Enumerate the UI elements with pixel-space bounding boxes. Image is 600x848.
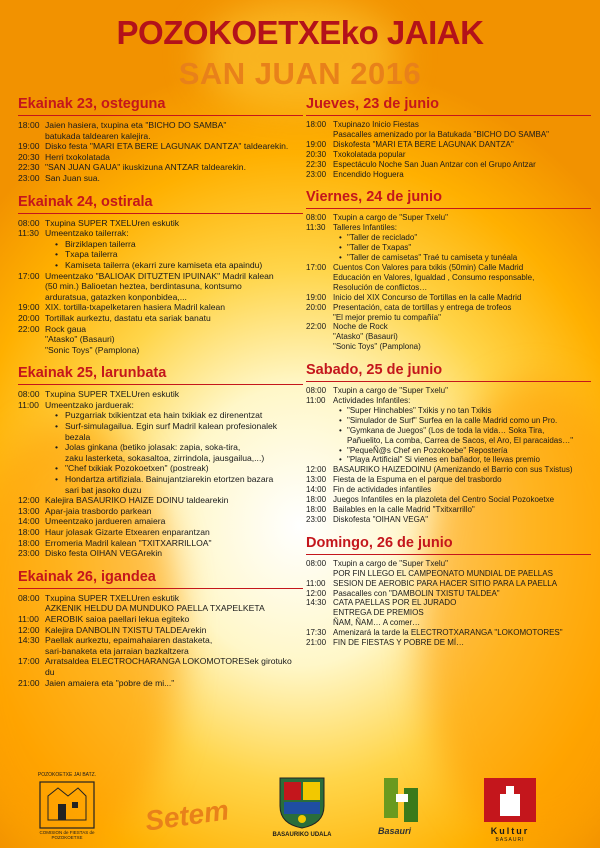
program-row [18, 474, 303, 485]
event-time: 11:00 [306, 578, 326, 588]
event-time: 12:00 [306, 588, 327, 598]
event-description: • "Playa Artificial" Si vienes en bañador, te llevas premio [333, 455, 591, 465]
event-description: Paellak aurkeztu, epaimahaiaren dastaketa, [45, 635, 213, 646]
program-row [18, 120, 303, 131]
event-time [18, 131, 45, 142]
day-heading: Ekainak 23, osteguna [18, 96, 303, 116]
event-description: • "Taller de reciclado" [333, 233, 591, 243]
event-time: 23:00 [18, 548, 40, 559]
event-time [306, 243, 333, 253]
event-description: arduratsua, gatazken konponbidea,... [45, 291, 187, 302]
day-heading: Viernes, 24 de junio [306, 189, 591, 209]
program-row [306, 589, 591, 599]
program-row [18, 678, 303, 689]
event-time: 12:00 [18, 495, 40, 506]
event-description: CATA PAELLAS POR EL JURADO [333, 598, 457, 608]
event-description: Bailables en la calle Madrid "Txitxarrillo" [333, 505, 475, 514]
program-row [18, 548, 303, 559]
program-row [306, 303, 591, 313]
program-row [18, 141, 303, 152]
program-row [306, 608, 591, 618]
event-time: 17:00 [18, 270, 40, 281]
program-row [306, 426, 591, 436]
basauri-text: Basauri [378, 826, 412, 836]
event-description: Txupina SUPER TXELUren eskutik [45, 592, 180, 603]
event-time: 08:00 [306, 213, 327, 223]
event-time: 23:00 [306, 169, 327, 179]
event-time: 18:00 [306, 120, 327, 129]
event-time: 19:00 [306, 139, 327, 149]
event-description: AEROBIK saioa paellari lekua egiteko [45, 613, 190, 624]
event-time: 21:00 [18, 677, 40, 688]
program-row [306, 160, 591, 170]
event-description: "SAN JUAN GAUA" ikuskizuna ANTZAR taldearekin. [45, 162, 246, 173]
event-time: 17:00 [306, 262, 327, 272]
event-description: zaku lasterketa, sokasaltoa, zirrindola, jausgailua,...) [65, 452, 265, 463]
event-description: ÑAM, ÑAM… A comer… [333, 618, 421, 628]
event-description: Tortillak aurkeztu, dastatu eta sariak banatu [45, 312, 211, 323]
event-description: Encendido Hoguera [333, 169, 404, 179]
program-row [18, 506, 303, 517]
comision-top-text: POZOKOETXE JAI BATZ. [37, 772, 97, 778]
event-description: "Atasko" (Basauri) [333, 332, 398, 342]
basque-program-column [18, 96, 303, 698]
event-time [306, 342, 333, 352]
event-description: Talleres Infantiles: [333, 223, 398, 233]
event-time [306, 608, 333, 618]
day-heading: Ekainak 24, ostirala [18, 194, 303, 214]
event-time [18, 281, 45, 292]
event-description: Inicio del XIX Concurso de Tortillas en la calle Madrid [333, 292, 522, 302]
event-time [306, 283, 333, 293]
event-time [306, 332, 333, 342]
event-time [18, 646, 45, 657]
event-time: 11:30 [18, 228, 39, 239]
program-row [306, 223, 591, 233]
event-time: 11:00 [306, 396, 326, 406]
event-description: Pasacalles con "DAMBOLIN TXISTU TALDEA" [333, 588, 500, 598]
event-time [18, 485, 45, 496]
program-day-section [306, 535, 591, 648]
event-time [306, 406, 333, 416]
event-time [18, 453, 45, 464]
program-row [18, 421, 303, 442]
program-row [306, 465, 591, 475]
event-description: • "Super Hinchables" Txikis y no tan Txikis [333, 406, 591, 416]
event-time: 08:00 [18, 217, 40, 228]
program-row [306, 598, 591, 608]
event-description: Kalejira BASAURIKO HAIZE DOINU taldearekin [45, 495, 229, 506]
program-day-section [18, 96, 303, 184]
program-row [306, 243, 591, 253]
program-row [306, 342, 591, 352]
basauriko-udala-text: BASAURIKO UDALA [272, 832, 332, 838]
event-time [306, 416, 333, 426]
event-description: • "Simulador de Surf" Surfea en la calle Madrid como un Pro. [333, 416, 591, 426]
program-row [18, 410, 303, 421]
event-time [18, 410, 45, 421]
event-description: • "Gymkana de Juegos" (Los de toda la vida… Soka Tira, [333, 426, 591, 436]
event-time: 13:00 [306, 475, 327, 485]
event-time [18, 421, 45, 442]
event-description: Rock gaua [45, 323, 87, 334]
event-time [18, 603, 45, 614]
program-row [306, 273, 591, 283]
program-row [306, 495, 591, 505]
event-description: ENTREGA DE PREMIOS [333, 608, 424, 618]
program-row [306, 293, 591, 303]
event-time: 22:00 [18, 323, 40, 334]
program-row [18, 603, 303, 614]
day-heading: Sabado, 25 de junio [306, 362, 591, 382]
comision-fiestas-logo [34, 772, 100, 842]
program-row [306, 263, 591, 273]
event-description: XIX. tortilla-txapelketaren hasiera Madril kalean [45, 302, 226, 313]
event-time: 22:30 [18, 162, 40, 173]
program-row [18, 442, 303, 453]
event-time [306, 253, 333, 263]
event-time [18, 345, 45, 356]
event-time: 11:30 [306, 223, 326, 233]
event-time [306, 455, 333, 465]
program-row [18, 313, 303, 324]
program-row [306, 628, 591, 638]
event-time [306, 426, 333, 436]
program-row [18, 292, 303, 303]
program-row [306, 579, 591, 589]
event-time: 20:00 [306, 302, 327, 312]
event-description: • Birziklapen tailerra [45, 239, 303, 250]
program-row [306, 485, 591, 495]
event-description: Actividades Infantiles: [333, 396, 411, 406]
program-row [18, 389, 303, 400]
program-row [18, 271, 303, 282]
event-description: "Sonic Toys" (Pamplona) [45, 344, 140, 355]
event-time: 12:00 [306, 465, 327, 475]
program-row [306, 505, 591, 515]
event-description: Txupina SUPER TXELUren eskutik [45, 217, 180, 228]
event-time: 08:00 [306, 386, 327, 396]
program-row [18, 656, 303, 677]
event-time [18, 474, 45, 485]
program-row [18, 239, 303, 250]
event-description: • Puzgarriak txikientzat eta hain txikiak ez direnentzat [45, 410, 303, 421]
event-time: 14:00 [306, 485, 327, 495]
event-time [306, 313, 333, 323]
program-row [18, 527, 303, 538]
event-time [306, 233, 333, 243]
poster-subtitle: SAN JUAN 2016 [178, 56, 422, 91]
program-day-section [18, 569, 303, 688]
event-description: Educación en Valores, Igualdad , Consumo responsable, [333, 272, 535, 282]
event-time [18, 334, 45, 345]
event-description: • "Chef txikiak Pozokoetxen" (postreak) [45, 463, 303, 474]
event-description: • "Taller de camisetas" Traé tu camiseta y tunéala [333, 253, 591, 263]
program-row [306, 213, 591, 223]
event-description: Umeentzako "BALIOAK DITUZTEN IPUINAK" Madril kalean [45, 270, 274, 281]
event-time: 20:30 [18, 151, 40, 162]
program-row [306, 150, 591, 160]
event-description: Amenizará la tarde la ELECTROTXARANGA "LOKOMOTORES" [333, 628, 563, 638]
event-description: Fin de actividades infantiles [333, 485, 432, 495]
setem-logo: Setem [143, 794, 231, 837]
kultur-basauri-logo [480, 776, 540, 846]
program-row [18, 218, 303, 229]
program-row [306, 283, 591, 293]
event-description: Apar-jaia trasbordo parkean [45, 505, 152, 516]
event-description: San Juan sua. [45, 172, 100, 183]
event-time [306, 618, 333, 628]
program-row [306, 406, 591, 416]
event-description: batukada taldearen kalejira. [45, 130, 151, 141]
program-row [306, 559, 591, 569]
event-time: 19:00 [18, 302, 40, 313]
basauri-coat-of-arms [272, 772, 332, 846]
event-description: BASAURIKO HAIZEDOINU (Amenizando el Barrio con sus Txistus) [333, 465, 573, 475]
event-time: 19:00 [18, 141, 40, 152]
event-description: Arratsaldea ELECTROCHARANGA LOKOMOTORESek girotuko du [45, 656, 292, 677]
event-time: 18:00 [306, 495, 327, 505]
event-time: 22:00 [306, 322, 327, 332]
event-description: Juegos Infantiles en la plazoleta del Centro Social Pozokoetxe [333, 495, 555, 505]
program-row [306, 416, 591, 426]
event-description: Txupin a cargo de "Super Txelu" [333, 213, 448, 223]
event-time: 14:30 [306, 598, 327, 608]
event-description: Presentación, cata de tortillas y entrega de trofeos [333, 302, 512, 312]
event-time [18, 292, 45, 303]
event-description: "Atasko" (Basauri) [45, 334, 115, 345]
program-row [18, 324, 303, 335]
event-description: Diskofesta "MARI ETA BERE LAGUNAK DANTZA" [333, 139, 514, 149]
program-row [306, 332, 591, 342]
program-row [306, 322, 591, 332]
event-description: Fiesta de la Espuma en el parque del trasbordo [333, 475, 502, 485]
program-row [18, 152, 303, 163]
program-row [306, 569, 591, 579]
program-row [306, 475, 591, 485]
program-day-section [306, 362, 591, 525]
program-row [18, 228, 303, 239]
event-description: FIN DE FIESTAS Y POBRE DE MÍ… [333, 638, 465, 648]
event-description: Espectáculo Noche San Juan Antzar con el Grupo Antzar [333, 159, 536, 169]
event-time: 12:00 [18, 624, 40, 635]
event-time: 17:30 [306, 628, 327, 638]
event-description: • Hondartza artifiziala. Bainujantziarekin etortzen bazara [45, 474, 303, 485]
event-description: Haur jolasak Gizarte Etxearen enparantzan [45, 527, 210, 537]
event-description: Umeentzako jarduerak: [45, 399, 134, 410]
program-day-section [306, 96, 591, 179]
event-description: • Jolas ginkana (betiko jolasak: zapia, soka-tira, [45, 442, 303, 453]
event-time: 08:00 [306, 558, 327, 568]
program-day-section [18, 194, 303, 356]
basauri-logo [378, 774, 438, 844]
event-time: 20:30 [306, 149, 327, 159]
event-description: sari-banaketa eta jarraian bazkaltzera [45, 645, 189, 656]
event-description: Txupinazo Inicio Fiestas [333, 120, 419, 129]
program-row [306, 233, 591, 243]
event-description: • "PequeÑ@s Chef en Pozokoebe" Repostería [333, 446, 591, 456]
event-description: Herri txokolatada [45, 151, 110, 162]
program-row [18, 162, 303, 173]
event-description: Pañuelito, La comba, Carrea de Sacos, el Aro, El paracaidas…" [347, 435, 574, 445]
event-description: Cuentos Con Valores para txikis (50min) Calle Madrid [333, 262, 524, 272]
program-row [306, 446, 591, 456]
program-row [306, 455, 591, 465]
event-time: 22:30 [306, 159, 327, 169]
event-time: 18:00 [18, 537, 40, 548]
comision-bottom-text: COMISION de FIESTAS de POZOKOETXE [39, 830, 95, 840]
day-heading: Ekainak 26, igandea [18, 569, 303, 589]
event-time [306, 569, 333, 579]
event-description: Pasacalles amenizado por la Batukada "BICHO DO SAMBA" [333, 129, 549, 139]
event-time [18, 260, 45, 271]
event-description: Disko festa "MARI ETA BERE LAGUNAK DANTZA" taldearekin. [45, 141, 289, 152]
event-description: Txupin a cargo de "Super Txelu" [333, 558, 448, 568]
program-row [306, 313, 591, 323]
event-time: 20:00 [18, 312, 40, 323]
event-time: 13:00 [18, 505, 40, 516]
program-row [18, 249, 303, 260]
program-row [306, 130, 591, 140]
event-description: Erromeria Madril kalean "TXITXARRILLOA" [45, 537, 212, 548]
event-time: 18:00 [18, 527, 40, 537]
day-heading: Jueves, 23 de junio [306, 96, 591, 116]
event-time [18, 442, 45, 453]
event-time [18, 463, 45, 474]
event-description: Jaien hasiera, txupina eta "BICHO DO SAMBA" [45, 120, 227, 130]
event-time [306, 130, 333, 140]
event-time [18, 239, 45, 250]
program-row [18, 173, 303, 184]
event-description: Umeentzako tailerrak: [45, 228, 129, 239]
event-time: 08:00 [18, 389, 40, 400]
program-row [18, 495, 303, 506]
event-time: 21:00 [306, 638, 327, 648]
day-heading: Ekainak 25, larunbata [18, 365, 303, 385]
event-time: 18:00 [306, 505, 327, 514]
event-description: "El mejor premio tu compañía" [333, 312, 441, 322]
program-row [18, 614, 303, 625]
program-day-section [18, 365, 303, 559]
kultur-sub-text: BASAURI [495, 837, 525, 843]
event-time [306, 273, 333, 283]
program-row [18, 345, 303, 356]
sponsor-logos [0, 768, 600, 846]
event-time: 14:30 [18, 635, 40, 646]
event-time: 23:00 [306, 514, 327, 524]
event-description: Noche de Rock [333, 322, 388, 332]
program-row [18, 646, 303, 657]
event-time: 11:00 [18, 399, 39, 410]
event-description: AZKENIK HELDU DA MUNDUKO PAELLA TXAPELKETA [45, 603, 265, 614]
program-row [306, 170, 591, 180]
event-description: • Kamiseta tailerra (ekarri zure kamiseta eta apaindu) [45, 260, 303, 271]
event-description: Umeentzako jardueren amaiera [45, 516, 166, 527]
event-description: Txupin a cargo de "Super Txelu" [333, 386, 448, 396]
event-description: Jaien amaiera eta "pobre de mi..." [45, 677, 175, 688]
event-time [306, 446, 333, 456]
program-row [18, 400, 303, 411]
poster-title: POZOKOETXEko JAIAK [116, 14, 484, 51]
program-row [18, 516, 303, 527]
event-time [18, 249, 45, 260]
event-time: 18:00 [18, 120, 40, 130]
event-description: • Txapa tailerra [45, 249, 303, 260]
program-row [306, 253, 591, 263]
event-description: "Sonic Toys" (Pamplona) [333, 342, 421, 352]
program-row [18, 281, 303, 292]
event-description: • Surf-simulagailua. Egin surf Madril kalean profesionalek bezala [45, 421, 303, 442]
program-row [306, 396, 591, 406]
event-time: 19:00 [306, 292, 327, 302]
event-time: 23:00 [18, 172, 40, 183]
program-day-section [306, 189, 591, 352]
program-row [306, 140, 591, 150]
program-row [18, 635, 303, 646]
event-description: Txupina SUPER TXELUren eskutik [45, 389, 180, 400]
program-row [306, 618, 591, 628]
program-row [18, 453, 303, 464]
event-description: SESION DE AEROBIC PARA HACER SITIO PARA LA PAELLA [333, 578, 558, 588]
program-row [18, 485, 303, 496]
event-time: 08:00 [18, 592, 40, 603]
program-row [18, 302, 303, 313]
program-row [306, 638, 591, 648]
spanish-program-column [306, 96, 591, 658]
program-row [306, 436, 591, 446]
program-row [306, 120, 591, 130]
kultur-text: Kultur [490, 826, 530, 836]
program-row [306, 386, 591, 396]
event-description: Txokolatada popular [333, 149, 406, 159]
event-description: Disko festa OIHAN VEGArekin [45, 548, 163, 559]
event-time [306, 436, 333, 446]
event-time: 11:00 [18, 613, 39, 624]
event-description: • "Taller de Txapas" [333, 243, 591, 253]
event-time: 17:00 [18, 656, 40, 667]
program-row [18, 625, 303, 636]
program-row [18, 593, 303, 604]
event-description: sari bat jasoko duzu [65, 484, 142, 495]
event-time: 14:00 [18, 516, 40, 527]
event-description: Resolución de conflictos… [333, 282, 428, 292]
event-description: POR FIN LLEGO EL CAMPEONATO MUNDIAL DE PAELLAS [333, 568, 553, 578]
event-description: (50 min.) Balioetan heztea, berdintasuna, kontsumo [45, 281, 242, 292]
program-row [18, 131, 303, 142]
program-row [18, 260, 303, 271]
event-description: Kalejira DANBOLIN TXISTU TALDEArekin [45, 624, 207, 635]
program-row [306, 515, 591, 525]
program-row [18, 538, 303, 549]
program-row [18, 463, 303, 474]
program-row [18, 334, 303, 345]
event-description: Diskofesta "OIHAN VEGA" [333, 514, 429, 524]
day-heading: Domingo, 26 de junio [306, 535, 591, 555]
